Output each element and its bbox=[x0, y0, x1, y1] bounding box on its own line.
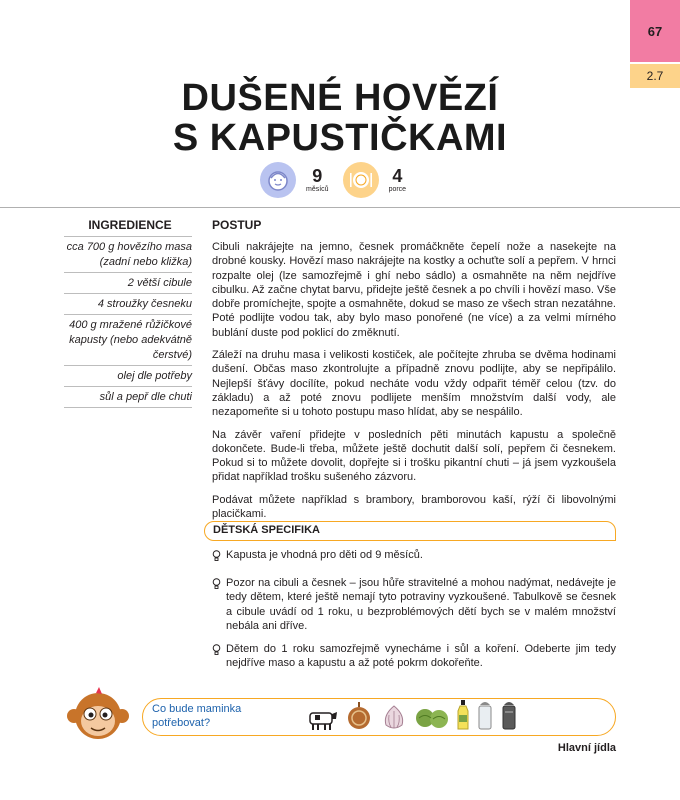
lightbulb-icon bbox=[212, 576, 226, 633]
recipe-meta bbox=[260, 162, 420, 198]
oil-bottle-icon bbox=[456, 699, 470, 736]
garlic-icon bbox=[380, 703, 408, 736]
portion-number: 4 bbox=[392, 165, 403, 186]
monkey-mascot-icon bbox=[66, 686, 130, 747]
ingredient-item: 2 větší cibule bbox=[64, 273, 192, 294]
child-face-icon bbox=[260, 162, 296, 198]
pepper-shaker-icon bbox=[500, 699, 518, 736]
lightbulb-icon bbox=[212, 548, 226, 567]
ingredient-item: 400 g mražené růžičkové kapusty (nebo adekvátně čerstvé) bbox=[64, 315, 192, 366]
page-number-tab bbox=[630, 0, 680, 62]
kids-tip-text: Dětem do 1 roku samozřejmě vynecháme i sůl a koření. Odeberte jim tedy nejdříve maso a kapustu a až poté pokrm dokořeňte. bbox=[226, 643, 616, 670]
section-number: 2.7 bbox=[630, 64, 680, 88]
shopping-question: Co bude maminka potřebovat? bbox=[152, 703, 242, 729]
ingredient-item: sůl a pepř dle chuti bbox=[64, 387, 192, 408]
header-divider bbox=[0, 207, 680, 208]
kids-tip-text: Pozor na cibuli a česnek – jsou hůře stravitelné a mohou nadýmat, nedávejte je tedy dětem, které ještě nemají tyto potraviny vyzkoušené. Tabulkově se česnek a cibule uvádí od 1 roku, u bezproblémových dětí bych se v malém množství nebála ani dříve. bbox=[226, 577, 616, 632]
method-paragraph: Záleží na druhu masa i velikosti kostiček, ale počítejte zhruba se dvěma hodinami dušení. Občas maso zkontrolujte a případně znovu podlijte, aby se nepřipálilo. Nejlepší šťávy docílíte, pokud necháte vodu vždy odpařit téměř celou (tzv. do základu) a až poté znovu podlijete menším množstvím další vody, ale nezapomeňte si u tohoto postupu maso hlídat, aby se nespálilo. bbox=[212, 349, 616, 419]
method-paragraph: Na závěr vaření přidejte v posledních pěti minutách kapustu a společně dokončete. Bude-li třeba, můžete ještě dochutit další solí, pepřem či česnekem. Pokud si to můžete dovolit, dopřejte si i trošku pikantní chuti – já jsem vyzkoušela přidat například trošku sušeného zázvoru. bbox=[212, 428, 616, 484]
ingredients-heading: INGREDIENCE bbox=[88, 218, 172, 232]
ingredient-item: olej dle potřeby bbox=[64, 366, 192, 387]
ingredient-item: cca 700 g hovězího masa (zadní nebo kližka) bbox=[64, 237, 192, 273]
brussels-sprouts-icon bbox=[414, 703, 450, 736]
kids-tip bbox=[212, 642, 616, 671]
kids-tip bbox=[212, 576, 616, 633]
cow-icon bbox=[306, 707, 338, 736]
age-value bbox=[306, 167, 329, 194]
kids-specifics-list bbox=[212, 548, 616, 680]
ingredients-list bbox=[64, 236, 192, 408]
shopping-icons bbox=[306, 700, 518, 736]
portion-value bbox=[389, 167, 407, 194]
recipe-title-line-1: DUŠENÉ HOVĚZÍ bbox=[181, 77, 499, 119]
ingredient-item: 4 stroužky česneku bbox=[64, 294, 192, 315]
kids-specifics-heading: DĚTSKÁ SPECIFIKA bbox=[204, 521, 616, 541]
method-paragraph: Podávat můžete například s brambory, bramborovou kaší, rýží či libovolnými placičkami. bbox=[212, 493, 616, 521]
page-number: 67 bbox=[647, 23, 663, 39]
method-paragraph: Cibuli nakrájejte na jemno, česnek promáčkněte čepelí nože a nasekejte na drobné kousky. Hovězí maso nakrájejte na kostky a ochuťte solí a pepřem. V hrnci rozpalte olej (lze samozřejmě i ghí nebo sádlo) a osmahněte na něm nejdříve cibulku. Až začne chytat barvu, přidejte ještě česnek a po chvíli i hovězí maso. Vše dobře promíchejte, spojte a osmahněte, dokud se maso ze všech stran nezatáhne. Poté podlijte vodou tak, aby bylo maso ponořené (ne více) a za velmi mírného bublání duste pod poklicí do změknutí. bbox=[212, 241, 616, 339]
kids-tip-text: Kapusta je vhodná pro děti od 9 měsíců. bbox=[226, 549, 423, 561]
method-body bbox=[212, 240, 616, 529]
age-number: 9 bbox=[312, 165, 323, 186]
method-heading: POSTUP bbox=[212, 218, 262, 232]
plate-cutlery-icon bbox=[343, 162, 379, 198]
kids-tip bbox=[212, 548, 616, 567]
salt-shaker-icon bbox=[476, 699, 494, 736]
onion-icon bbox=[344, 701, 374, 736]
recipe-title-line-2: S KAPUSTIČKAMI bbox=[172, 117, 508, 159]
footer-category: Hlavní jídla bbox=[557, 742, 616, 754]
lightbulb-icon bbox=[212, 642, 226, 671]
portion-unit: porce bbox=[388, 185, 407, 193]
age-unit: měsíců bbox=[306, 185, 329, 193]
